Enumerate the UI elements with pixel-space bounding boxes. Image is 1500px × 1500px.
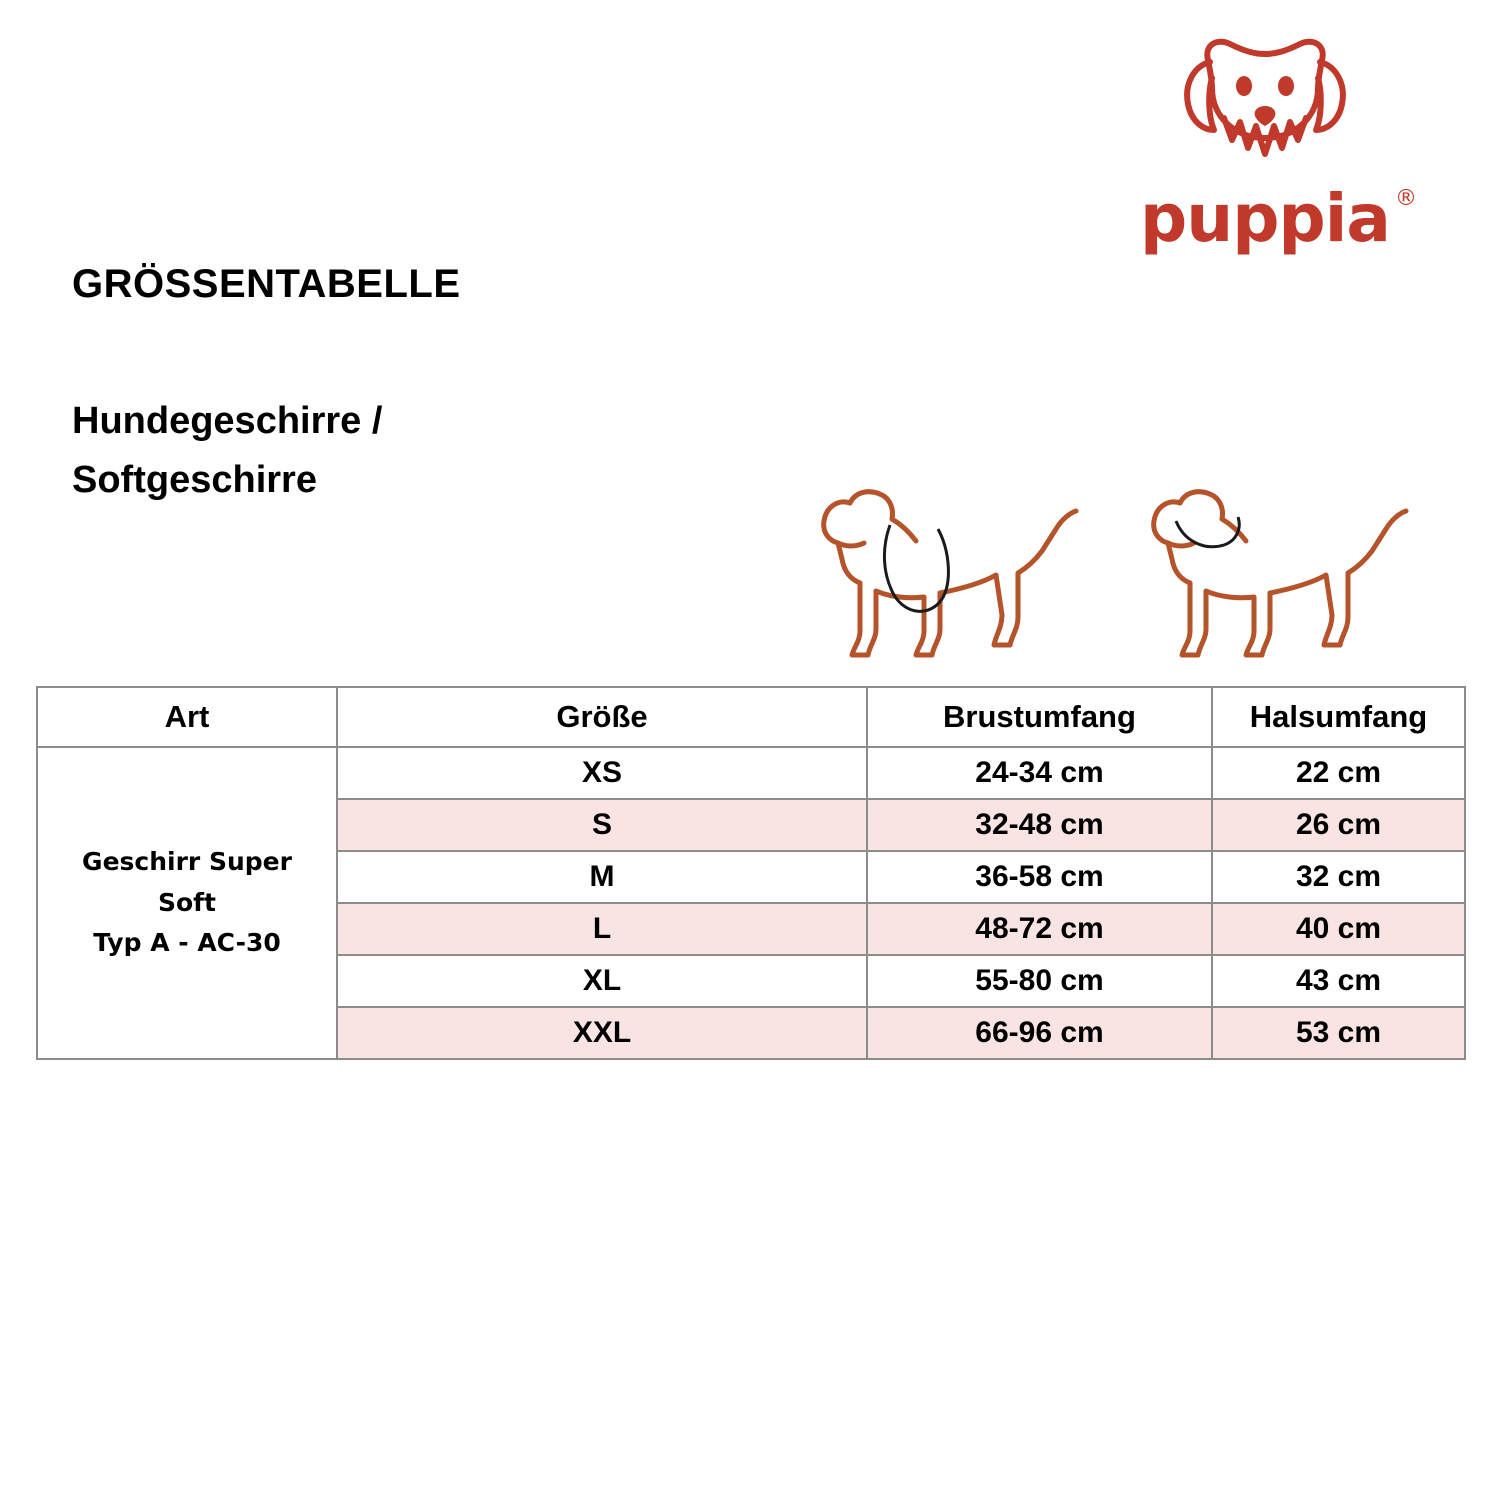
page-subtitle — [72, 392, 382, 510]
column-header-size: Größe — [337, 687, 867, 747]
chest-cell: 32-48 cm — [867, 799, 1212, 851]
dog-head-logo-icon — [1160, 30, 1370, 180]
brand-wordmark-text: puppia — [1140, 180, 1390, 257]
chest-cell: 66-96 cm — [867, 1007, 1212, 1059]
size-cell: XS — [337, 747, 867, 799]
chest-cell: 55-80 cm — [867, 955, 1212, 1007]
brand-logo — [1115, 30, 1416, 257]
neck-cell: 53 cm — [1212, 1007, 1465, 1059]
chest-cell: 24-34 cm — [867, 747, 1212, 799]
page-title: GRÖSSENTABELLE — [72, 262, 461, 306]
dog-neck-measure-icon — [1120, 455, 1410, 675]
page-subtitle-line-1: Hundegeschirre / — [72, 400, 383, 442]
logo-eye-right-icon — [1278, 76, 1294, 96]
page-subtitle-line-2: Softgeschirre — [72, 458, 317, 501]
table-row — [37, 747, 1465, 799]
product-type-line-3: Typ A - AC-30 — [93, 928, 281, 958]
product-type-line-1: Geschirr Super — [82, 847, 292, 877]
size-cell: M — [337, 851, 867, 903]
size-table — [36, 686, 1466, 1060]
product-type-cell — [37, 747, 337, 1059]
dog-chest-measure-icon — [790, 455, 1080, 675]
product-type-line-2: Soft — [157, 887, 216, 917]
column-header-neck: Halsumfang — [1212, 687, 1465, 747]
column-header-art: Art — [37, 687, 337, 747]
dog-measurement-illustrations — [790, 455, 1410, 675]
registered-trademark-icon: ® — [1394, 186, 1416, 211]
brand-wordmark — [1140, 180, 1416, 257]
size-cell: L — [337, 903, 867, 955]
size-cell: XL — [337, 955, 867, 1007]
size-cell: XXL — [337, 1007, 867, 1059]
neck-cell: 26 cm — [1212, 799, 1465, 851]
neck-cell: 43 cm — [1212, 955, 1465, 1007]
table-header-row — [37, 687, 1465, 747]
chest-cell: 36-58 cm — [867, 851, 1212, 903]
neck-cell: 40 cm — [1212, 903, 1465, 955]
neck-cell: 32 cm — [1212, 851, 1465, 903]
chest-cell: 48-72 cm — [867, 903, 1212, 955]
logo-eye-left-icon — [1236, 76, 1252, 96]
size-cell: S — [337, 799, 867, 851]
neck-cell: 22 cm — [1212, 747, 1465, 799]
column-header-chest: Brustumfang — [867, 687, 1212, 747]
logo-nose-icon — [1255, 106, 1276, 126]
